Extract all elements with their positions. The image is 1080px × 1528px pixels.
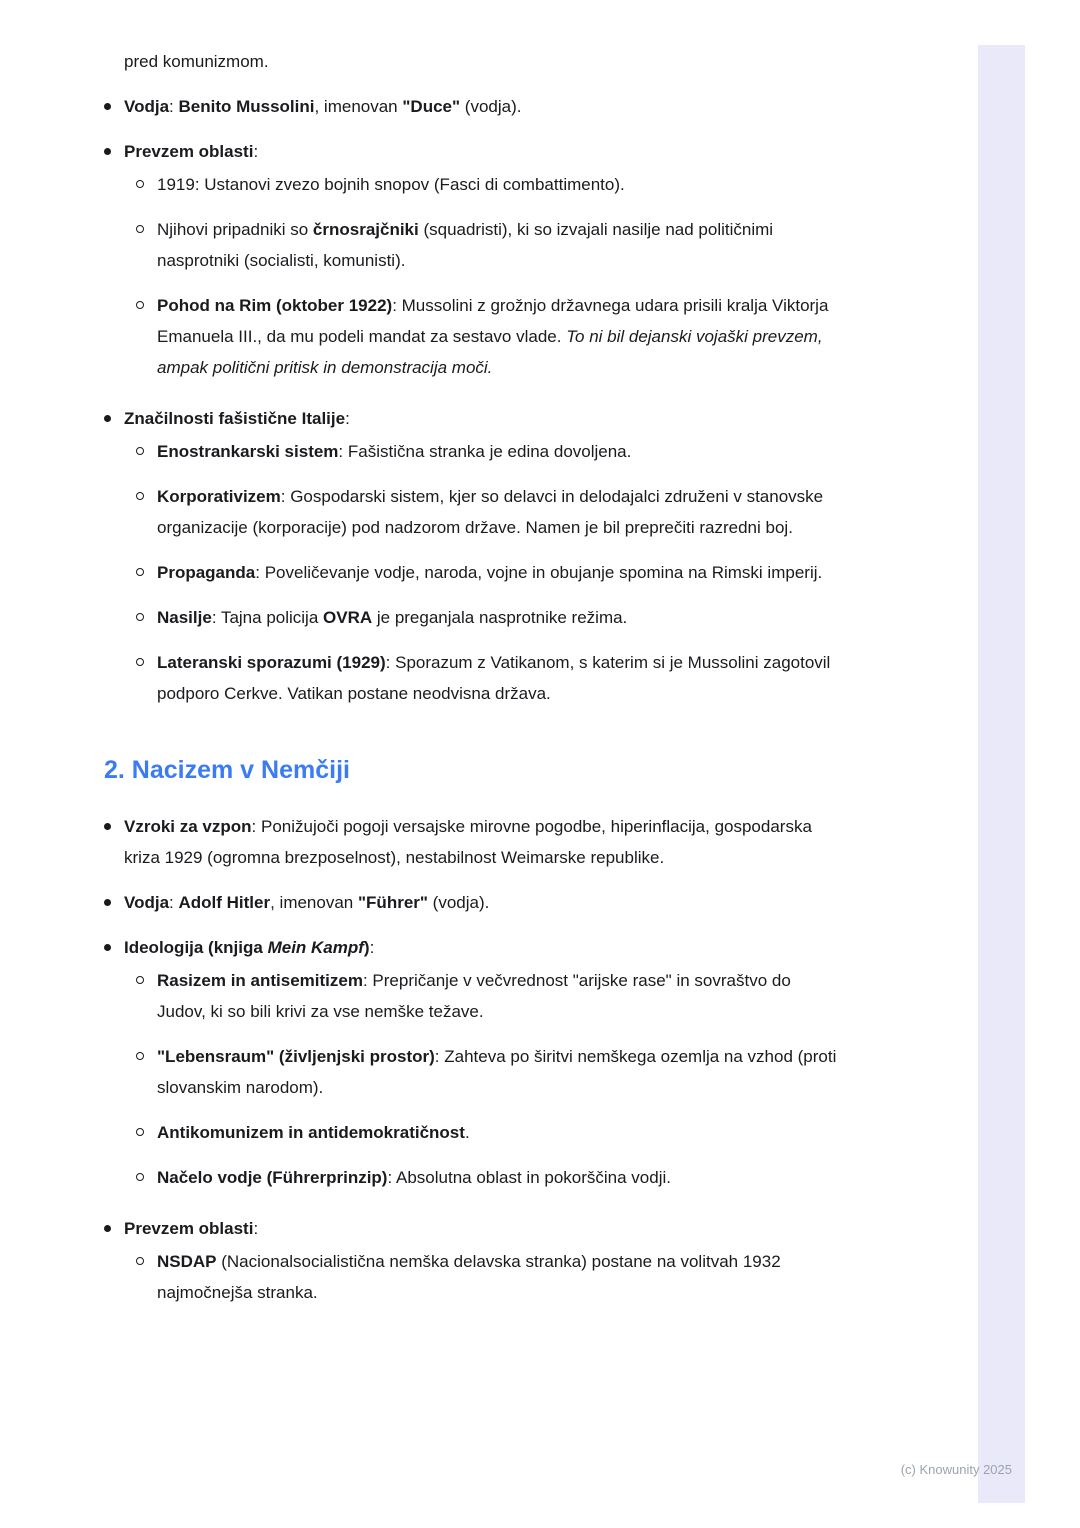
- sub-bullet-item: [136, 1246, 844, 1308]
- circle-marker: [136, 965, 157, 984]
- bullet-item: [104, 136, 844, 167]
- bullet-item: [104, 1213, 844, 1244]
- bullet-item: [104, 91, 844, 122]
- sub-bullet-text: Pohod na Rim (oktober 1922): Mussolini z grožnjo državnega udara prisili kralja Viktorja Emanuela III., da mu podeli mandat za sestavo vlade. To ni bil dejanski vojaški prevzem, ampak politični pritisk in demonstracija moči.: [157, 296, 829, 377]
- sub-bullet-text: Nasilje: Tajna policija OVRA je preganjala nasprotnike režima.: [157, 608, 628, 627]
- circle-marker: [136, 1041, 157, 1060]
- circle-marker: [136, 169, 157, 188]
- circle-marker: [136, 436, 157, 455]
- sub-bullet-text: 1919: Ustanovi zvezo bojnih snopov (Fasci di combattimento).: [157, 175, 625, 194]
- sub-bullet-text: Njihovi pripadniki so črnosrajčniki (squadristi), ki so izvajali nasilje nad političnimi nasprotniki (socialisti, komunisti).: [157, 220, 774, 270]
- circle-marker: [136, 481, 157, 500]
- sub-bullet-item: [136, 481, 844, 543]
- bullet-text: Značilnosti fašistične Italije:: [124, 409, 350, 428]
- sub-bullet-text: "Lebensraum" (življenjski prostor): Zahteva po širitvi nemškega ozemlja na vzhod (proti slovanskim narodom).: [157, 1047, 837, 1097]
- bullet-item: [104, 932, 844, 963]
- sub-bullet-text: Rasizem in antisemitizem: Prepričanje v večvrednost "arijske rase" in sovraštvo do Judov, ki so bili krivi za vse nemške težave.: [157, 971, 791, 1021]
- sub-bullet-item: [136, 169, 844, 200]
- circle-marker: [136, 1162, 157, 1181]
- circle-marker: [136, 647, 157, 666]
- circle-marker: [136, 290, 157, 309]
- bullet-item: [104, 403, 844, 434]
- section-heading: 2. Nacizem v Nemčiji: [104, 756, 350, 784]
- bullet-marker: [104, 403, 124, 422]
- sub-bullet-item: [136, 214, 844, 276]
- paragraph-continuation: pred komunizmom.: [124, 52, 269, 71]
- sub-bullet-item: [136, 1041, 844, 1103]
- bullet-item: [104, 887, 844, 918]
- circle-marker: [136, 1246, 157, 1265]
- sub-bullet-item: [136, 1162, 844, 1193]
- sub-bullet-item: [136, 647, 844, 709]
- bullet-marker: [104, 136, 124, 155]
- bullet-marker: [104, 887, 124, 906]
- bullet-marker: [104, 1213, 124, 1232]
- sub-bullet-item: [136, 602, 844, 633]
- sub-bullet-item: [136, 1117, 844, 1148]
- sub-bullet-item: [136, 290, 844, 383]
- sub-bullet-text: Enostrankarski sistem: Fašistična stranka je edina dovoljena.: [157, 442, 632, 461]
- bullet-text: Vzroki za vzpon: Ponižujoči pogoji versajske mirovne pogodbe, hiperinflacija, gospodarska kriza 1929 (ogromna brezposelnost), nestabilnost Weimarske republike.: [124, 817, 812, 867]
- circle-marker: [136, 602, 157, 621]
- sub-bullet-text: Antikomunizem in antidemokratičnost.: [157, 1123, 470, 1142]
- sub-bullet-text: Načelo vodje (Führerprinzip): Absolutna oblast in pokorščina vodji.: [157, 1168, 671, 1187]
- circle-marker: [136, 1117, 157, 1136]
- circle-marker: [136, 557, 157, 576]
- bullet-text: Prevzem oblasti:: [124, 142, 259, 161]
- page-margin-stripe: [978, 45, 1025, 1503]
- bullet-marker: [104, 91, 124, 110]
- sub-bullet-item: [136, 436, 844, 467]
- sub-bullet-text: NSDAP (Nacionalsocialistična nemška delavska stranka) postane na volitvah 1932 najmočnejša stranka.: [157, 1252, 781, 1302]
- bullet-text: Ideologija (knjiga Mein Kampf):: [124, 938, 375, 957]
- bullet-text: Vodja: Benito Mussolini, imenovan "Duce" (vodja).: [124, 97, 522, 116]
- sub-bullet-item: [136, 557, 844, 588]
- sub-bullet-item: [136, 965, 844, 1027]
- bullet-text: Vodja: Adolf Hitler, imenovan "Führer" (vodja).: [124, 893, 490, 912]
- notes-content: [104, 46, 844, 1308]
- bullet-text: Prevzem oblasti:: [124, 1219, 259, 1238]
- copyright-footer: (c) Knowunity 2025: [900, 1462, 1012, 1477]
- bullet-item: [104, 811, 844, 873]
- circle-marker: [136, 214, 157, 233]
- bullet-marker: [104, 811, 124, 830]
- sub-bullet-text: Lateranski sporazumi (1929): Sporazum z Vatikanom, s katerim si je Mussolini zagotovil podporo Cerkve. Vatikan postane neodvisna država.: [157, 653, 831, 703]
- bullet-marker: [104, 932, 124, 951]
- sub-bullet-text: Propaganda: Poveličevanje vodje, naroda, vojne in obujanje spomina na Rimski imperij.: [157, 563, 823, 582]
- sub-bullet-text: Korporativizem: Gospodarski sistem, kjer so delavci in delodajalci združeni v stanovske organizacije (korporacije) pod nadzorom države. Namen je bil preprečiti razredni boj.: [157, 487, 824, 537]
